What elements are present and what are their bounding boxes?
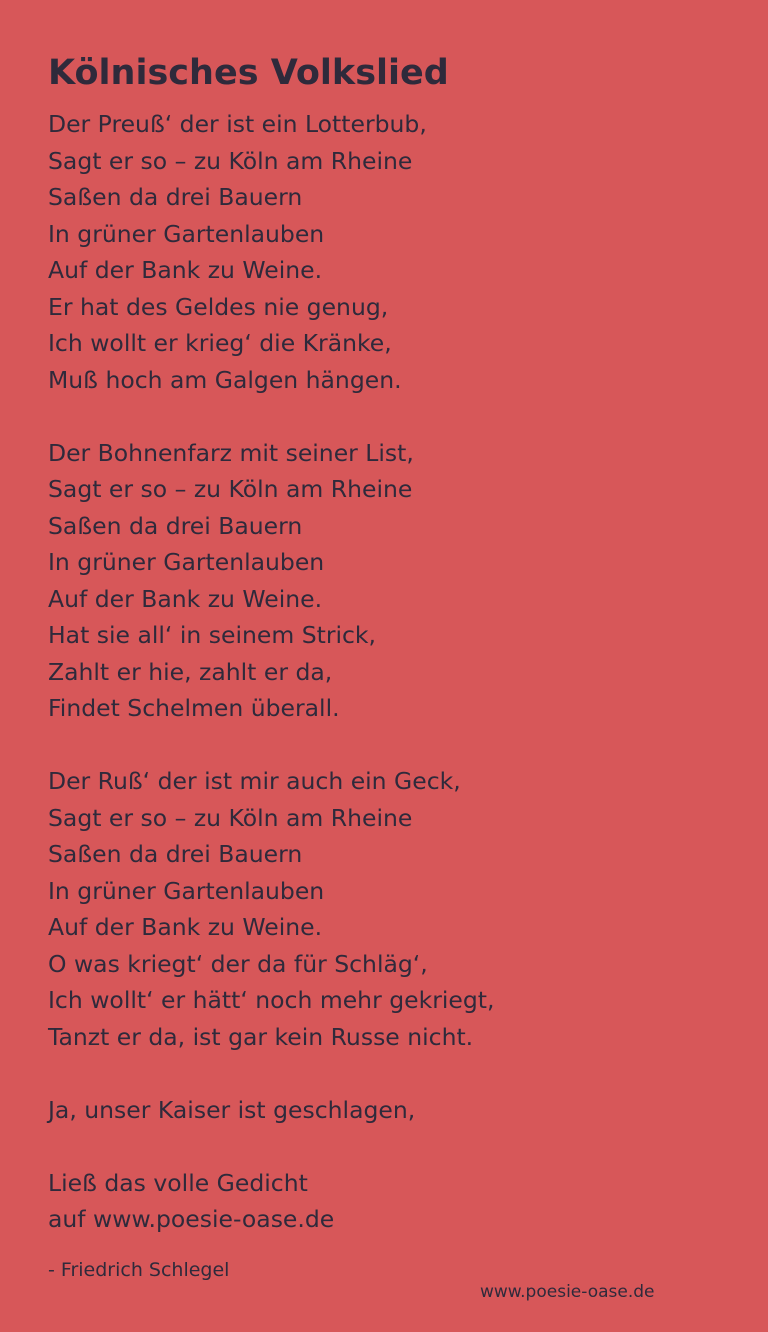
poem-title: Kölnisches Volkslied <box>48 53 449 93</box>
site-watermark: www.poesie-oase.de <box>480 1282 655 1302</box>
poem-line: Der Ruß‘ der ist mir auch ein Geck, <box>48 767 461 795</box>
poem-line: Sagt er so – zu Köln am Rheine <box>48 803 413 832</box>
stanza-gap <box>48 398 738 435</box>
stanza-4 <box>48 1092 738 1129</box>
poem-line: Sagt er so – zu Köln am Rheine <box>48 146 413 175</box>
poem-body <box>48 106 738 1238</box>
poem-line: Findet Schelmen überall. <box>48 694 340 722</box>
poem-line: O was kriegt‘ der da für Schläg‘, <box>48 949 428 978</box>
stanza-1 <box>48 106 738 398</box>
poem-line: In grüner Gartenlauben <box>48 219 325 248</box>
stanza-gap <box>48 727 738 764</box>
poem-line: Tanzt er da, ist gar kein Russe nicht. <box>48 1022 474 1051</box>
poem-line: In grüner Gartenlauben <box>48 548 325 576</box>
poem-line: Sagt er so – zu Köln am Rheine <box>48 475 413 503</box>
poem-line: Auf der Bank zu Weine. <box>48 584 323 613</box>
poem-line: Muß hoch am Galgen hängen. <box>48 365 402 394</box>
poem-line: Ich wollt‘ er hätt‘ noch mehr gekriegt, <box>48 986 495 1014</box>
poem-line: Zahlt er hie, zahlt er da, <box>48 657 333 686</box>
poem-line: Ließ das volle Gedicht <box>48 1168 308 1197</box>
poem-line: Saßen da drei Bauern <box>48 511 303 540</box>
poem-line: Saßen da drei Bauern <box>48 183 303 211</box>
stanza-gap <box>48 1128 738 1165</box>
poem-line: Ich wollt er krieg‘ die Kränke, <box>48 329 392 357</box>
poem-line: auf www.poesie-oase.de <box>48 1205 335 1233</box>
poem-line: Ja, unser Kaiser ist geschlagen, <box>48 1095 416 1124</box>
read-more-note <box>48 1165 738 1238</box>
poem-line: Der Preuß‘ der ist ein Lotterbub, <box>48 110 427 138</box>
poem-author: - Friedrich Schlegel <box>48 1259 230 1281</box>
poem-line: Auf der Bank zu Weine. <box>48 913 323 941</box>
poem-line: Saßen da drei Bauern <box>48 840 303 868</box>
poem-line: Auf der Bank zu Weine. <box>48 256 323 284</box>
stanza-3 <box>48 763 738 1055</box>
poem-line: Er hat des Geldes nie genug, <box>48 292 389 321</box>
poem-line: Hat sie all‘ in seinem Strick, <box>48 621 377 649</box>
stanza-gap <box>48 1055 738 1092</box>
poem-line: Der Bohnenfarz mit seiner List, <box>48 438 414 467</box>
stanza-2 <box>48 435 738 727</box>
poem-line: In grüner Gartenlauben <box>48 876 325 905</box>
